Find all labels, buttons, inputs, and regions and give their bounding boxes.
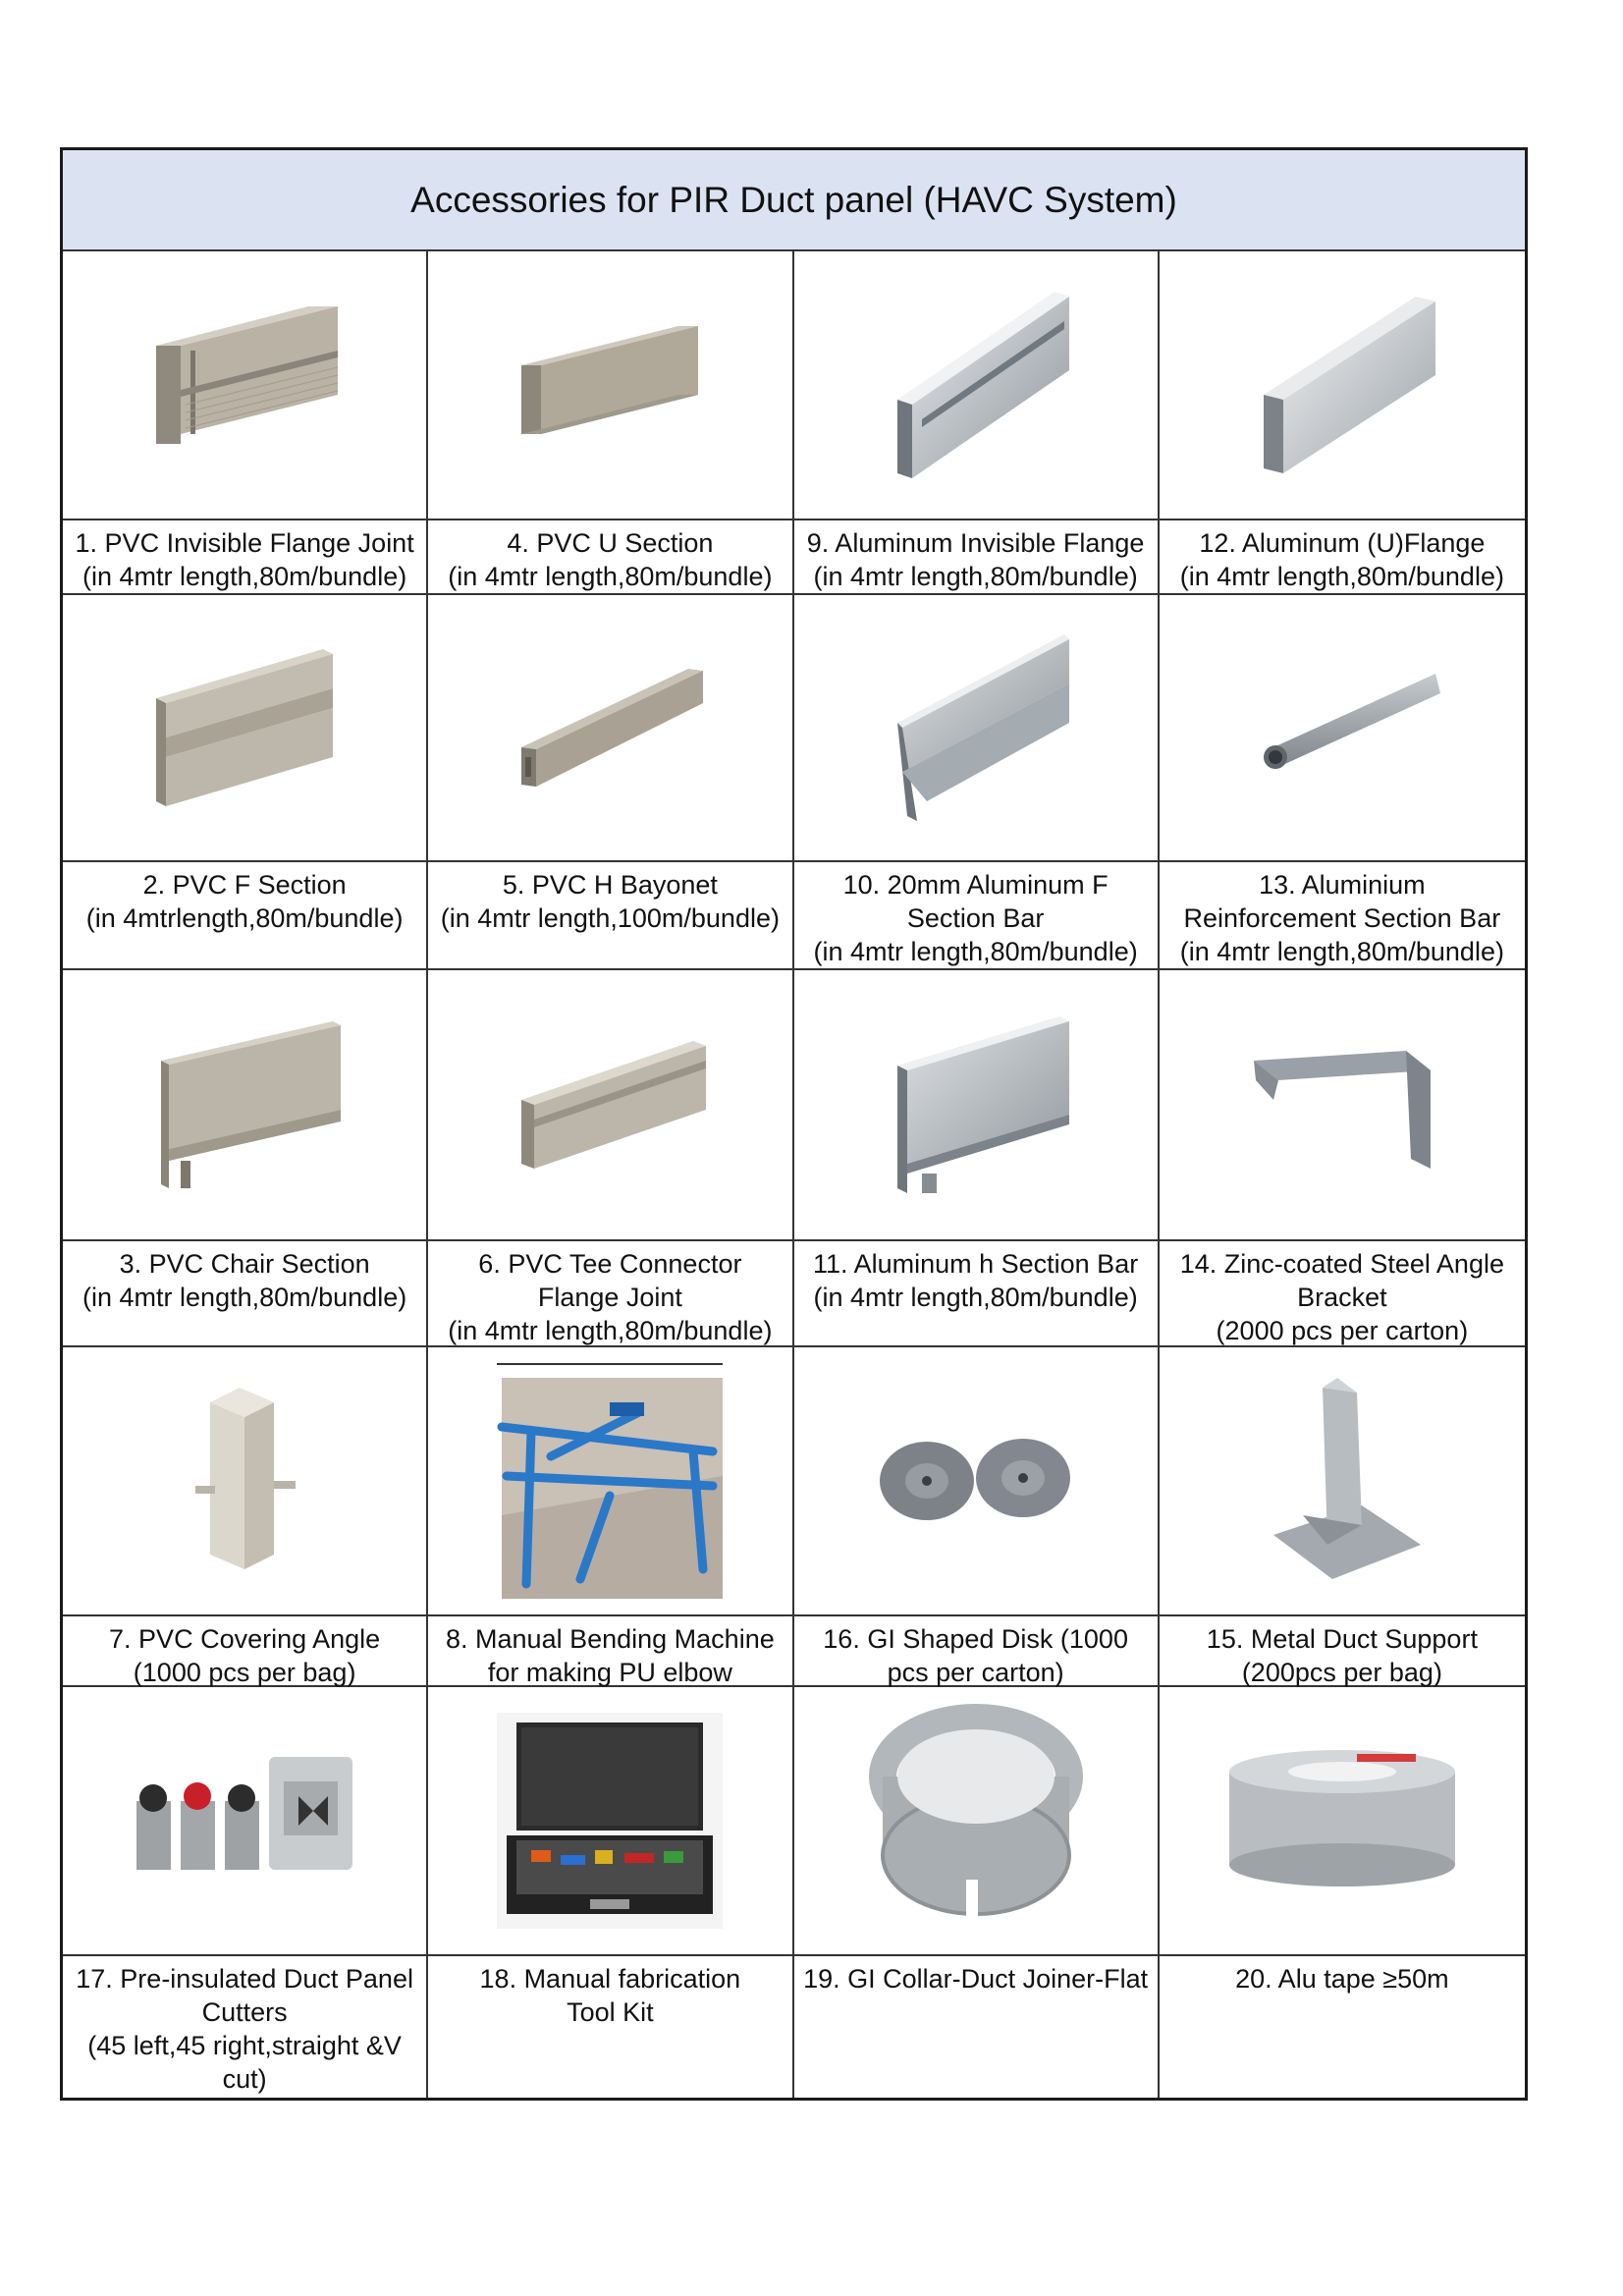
table-row (63, 862, 1525, 970)
table-row (63, 1241, 1525, 1347)
item-caption (794, 520, 1160, 595)
aluminum-h-section-bar-image (794, 970, 1160, 1241)
caption-line: (in 4mtr length,80m/bundle) (82, 562, 407, 591)
aluminum-invisible-flange-image (794, 251, 1160, 520)
item-caption (428, 520, 793, 595)
item-caption (794, 1241, 1160, 1347)
caption-line: Section Bar (906, 903, 1045, 933)
alu-tape-image (1160, 1687, 1525, 1956)
item-caption (428, 862, 793, 970)
item-caption (1160, 1616, 1525, 1687)
caption-line: Flange Joint (537, 1283, 682, 1312)
item-caption (63, 520, 428, 595)
caption-line: 10. 20mm Aluminum F (842, 870, 1109, 900)
pvc-tee-connector-image (428, 970, 793, 1241)
caption-line: (in 4mtrlength,80m/bundle) (85, 903, 404, 933)
caption-line: 15. Metal Duct Support (1206, 1624, 1478, 1654)
caption-line: Bracket (1297, 1283, 1387, 1312)
pvc-invisible-flange-joint-image (63, 251, 428, 520)
caption-line: 1. PVC Invisible Flange Joint (75, 528, 414, 558)
aluminum-f-section-bar-image (794, 595, 1160, 862)
caption-line: 4. PVC U Section (507, 528, 714, 558)
caption-line: (in 4mtr length,80m/bundle) (813, 562, 1138, 591)
gi-shaped-disk-image (794, 1347, 1160, 1616)
item-caption (1160, 520, 1525, 595)
duct-panel-cutters-image (63, 1687, 428, 1956)
caption-line: 12. Aluminum (U)Flange (1199, 528, 1486, 558)
table-row (63, 970, 1525, 1241)
caption-line: (45 left,45 right,straight &V (87, 2031, 402, 2060)
pvc-covering-angle-image (63, 1347, 428, 1616)
caption-line: for making PU elbow (487, 1658, 732, 1687)
caption-line: (in 4mtr length,80m/bundle) (82, 1283, 407, 1312)
caption-line: (in 4mtr length,80m/bundle) (1179, 562, 1504, 591)
caption-line: (2000 pcs per carton) (1216, 1316, 1469, 1345)
caption-line: (in 4mtr length,80m/bundle) (813, 1283, 1138, 1312)
caption-line: cut) (222, 2064, 267, 2094)
caption-line: 20. Alu tape ≥50m (1235, 1964, 1449, 1994)
item-caption (794, 1956, 1160, 2098)
item-caption (428, 1241, 793, 1347)
item-caption (428, 1956, 793, 2098)
caption-line: 18. Manual fabrication (479, 1964, 741, 1994)
caption-line: (in 4mtr length,80m/bundle) (448, 562, 773, 591)
table-row (63, 1347, 1525, 1616)
gi-collar-duct-joiner-image (794, 1687, 1160, 1956)
caption-line: Reinforcement Section Bar (1183, 903, 1501, 933)
metal-duct-support-image (1160, 1347, 1525, 1616)
item-caption (63, 1241, 428, 1347)
caption-line: Tool Kit (567, 1997, 654, 2027)
pvc-u-section-image (428, 251, 793, 520)
caption-line: (200pcs per bag) (1241, 1658, 1442, 1687)
caption-line: 19. GI Collar-Duct Joiner-Flat (803, 1964, 1149, 1994)
caption-line: (1000 pcs per bag) (133, 1658, 356, 1687)
caption-line: 14. Zinc-coated Steel Angle (1179, 1249, 1504, 1279)
caption-line: (in 4mtr length,80m/bundle) (813, 937, 1138, 966)
caption-line: 6. PVC Tee Connector (478, 1249, 742, 1279)
aluminium-reinforcement-bar-image (1160, 595, 1525, 862)
caption-line: 7. PVC Covering Angle (109, 1624, 381, 1654)
table-row (63, 1616, 1525, 1687)
item-caption (63, 1616, 428, 1687)
table-row (63, 595, 1525, 862)
caption-line: 3. PVC Chair Section (119, 1249, 370, 1279)
accessories-table (60, 147, 1528, 2101)
table-row (63, 520, 1525, 595)
item-caption (794, 1616, 1160, 1687)
caption-line: (in 4mtr length,80m/bundle) (1179, 937, 1504, 966)
table-row (63, 1956, 1525, 2098)
table-title: Accessories for PIR Duct panel (HAVC System) (63, 150, 1525, 251)
item-caption (1160, 862, 1525, 970)
item-caption (1160, 1241, 1525, 1347)
item-caption (1160, 1956, 1525, 2098)
item-caption (63, 1956, 428, 2098)
aluminum-u-flange-image (1160, 251, 1525, 520)
caption-line: 5. PVC H Bayonet (502, 870, 718, 900)
pvc-h-bayonet-image (428, 595, 793, 862)
fabrication-tool-kit-image (428, 1687, 793, 1956)
caption-line: 13. Aluminium (1259, 870, 1426, 900)
table-row (63, 1687, 1525, 1956)
table-row (63, 251, 1525, 520)
caption-line: 2. PVC F Section (142, 870, 347, 900)
caption-line: (in 4mtr length,100m/bundle) (440, 903, 780, 933)
caption-line: 8. Manual Bending Machine (446, 1624, 775, 1654)
caption-line: 9. Aluminum Invisible Flange (806, 528, 1145, 558)
item-caption (794, 862, 1160, 970)
pvc-chair-section-image (63, 970, 428, 1241)
caption-line: pcs per carton) (887, 1658, 1064, 1687)
caption-line: 16. GI Shaped Disk (1000 (823, 1624, 1128, 1654)
steel-angle-bracket-image (1160, 970, 1525, 1241)
item-caption (428, 1616, 793, 1687)
pvc-f-section-image (63, 595, 428, 862)
caption-line: (in 4mtr length,80m/bundle) (448, 1316, 773, 1345)
caption-line: 11. Aluminum h Section Bar (813, 1249, 1139, 1279)
caption-line: 17. Pre-insulated Duct Panel (76, 1964, 413, 1994)
item-caption (63, 862, 428, 970)
manual-bending-machine-image (428, 1347, 793, 1616)
caption-line: Cutters (201, 1997, 288, 2027)
